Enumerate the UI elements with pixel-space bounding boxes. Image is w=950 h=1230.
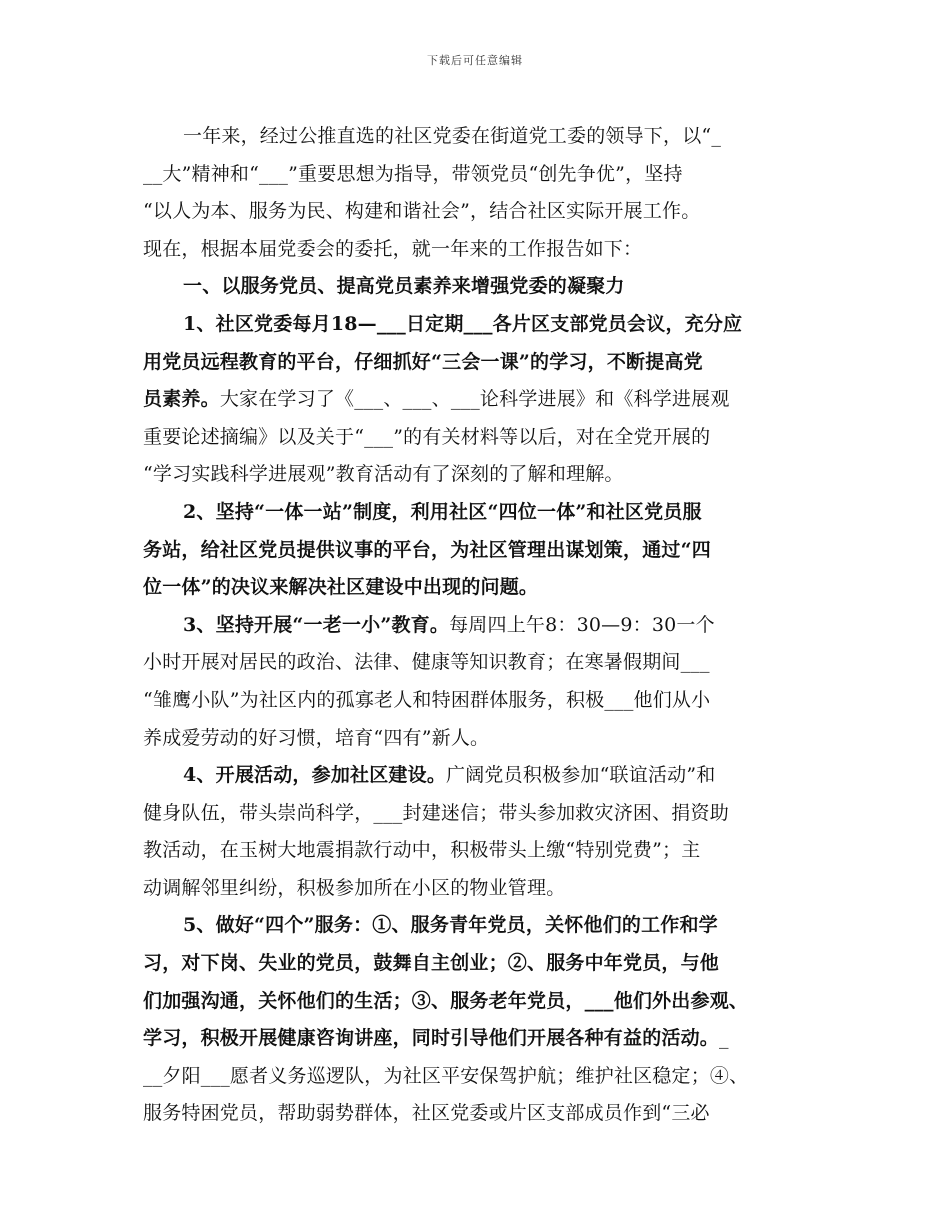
line-text: 大家在学习了《___、___、___论科学进展》和《科学进展观 <box>219 388 730 411</box>
bold-lead-text: 员素养。 <box>143 388 220 411</box>
line-text: “雏鹰小队”为社区内的孤寡老人和特困群体服务，积极___他们从小 <box>143 688 711 711</box>
text-line <box>143 569 815 607</box>
text-line <box>143 945 815 983</box>
document-body <box>143 118 815 1133</box>
text-line <box>143 607 815 645</box>
text-line <box>143 907 815 945</box>
text-line <box>143 306 815 344</box>
line-text: __大”精神和“___”重要思想为指导，带领党员“创先争优”，坚持 <box>143 162 683 185</box>
text-line <box>143 156 815 194</box>
bold-lead-text: 3、坚持开展“一老一小”教育。 <box>183 613 450 636</box>
text-line <box>143 720 815 758</box>
text-line <box>143 757 815 795</box>
line-text: 习，对下岗、失业的党员，鼓舞自主创业；②、服务中年党员，与他 <box>143 952 720 975</box>
text-line <box>143 682 815 720</box>
text-line <box>143 644 815 682</box>
text-line <box>143 231 815 269</box>
line-text: “学习实践科学进展观”教育活动有了深刻的了解和理解。 <box>143 463 624 486</box>
line-text: 重要论述摘编》以及关于“___”的有关材料等以后，对在全党开展的 <box>143 425 711 448</box>
line-text: 现在，根据本届党委会的委托，就一年来的工作报告如下： <box>143 237 643 260</box>
text-line <box>143 193 815 231</box>
text-line <box>143 1020 815 1058</box>
line-text: 动调解邻里纠纷，积极参加所在小区的物业管理。 <box>143 876 566 899</box>
text-line <box>143 870 815 908</box>
line-text: __夕阳___愿者义务巡逻队，为社区平安保驾护航；维护社区稳定；④、 <box>143 1064 749 1087</box>
line-text: 5、做好“四个”服务：①、服务青年党员，关怀他们的工作和学 <box>183 914 718 937</box>
line-text: 每周四上午8：30—9：30一个 <box>449 613 715 636</box>
line-text: 用党员远程教育的平台，仔细抓好“三会一课”的学习，不断提高党 <box>143 350 703 373</box>
line-text: 广阔党员积极参加“联谊活动”和 <box>446 764 716 787</box>
line-text: 1、社区党委每月18—___日定期___各片区支部党员会议，充分应 <box>183 312 743 335</box>
text-line <box>143 1095 815 1133</box>
text-line <box>143 832 815 870</box>
page-header: 下载后可任意编辑 <box>427 54 523 67</box>
line-text: 2、坚持“一体一站”制度，利用社区“四位一体”和社区党员服 <box>183 500 702 523</box>
line-text: 们加强沟通，关怀他们的生活；③、服务老年党员，___他们外出参观、 <box>143 989 749 1012</box>
line-text: 一年来，经过公推直选的社区党委在街道党工委的领导下，以“_ <box>183 125 722 147</box>
line-text: 教活动，在玉树大地震捐款行动中，积极带头上缴“特别党费”；主 <box>143 839 701 862</box>
bold-lead-text: 学习，积极开展健康咨询讲座，同时引导他们开展各种有益的活动。 <box>143 1027 720 1050</box>
text-line <box>143 456 815 494</box>
text-line <box>143 532 815 570</box>
line-text: 健身队伍，带头崇尚科学，___封建迷信；带头参加救灾济困、捐资助 <box>143 801 729 824</box>
line-text: 一、以服务党员、提高党员素养来增强党委的凝聚力 <box>183 275 625 298</box>
line-text: 务站，给社区党员提供议事的平台，为社区管理出谋划策，通过“四 <box>143 538 711 561</box>
line-text: _ <box>719 1027 729 1050</box>
line-text: 位一体”的决议来解决社区建设中出现的问题。 <box>143 576 539 599</box>
text-line <box>143 118 815 156</box>
line-text: “以人为本、服务为民、构建和谐社会”，结合社区实际开展工作。 <box>143 200 701 223</box>
line-text: 养成爱劳动的好习惯，培育“四有”新人。 <box>143 726 490 749</box>
text-line <box>143 419 815 457</box>
line-text: 小时开展对居民的政治、法律、健康等知识教育；在寒暑假期间___ <box>143 651 710 674</box>
text-line <box>143 983 815 1021</box>
line-text: 服务特困党员，帮助弱势群体，社区党委或片区支部成员作到“三必 <box>143 1102 710 1125</box>
text-line <box>143 494 815 532</box>
text-line <box>143 381 815 419</box>
text-line <box>143 268 815 306</box>
text-line <box>143 344 815 382</box>
text-line <box>143 795 815 833</box>
bold-lead-text: 4、开展活动，参加社区建设。 <box>183 764 447 787</box>
text-line <box>143 1058 815 1096</box>
